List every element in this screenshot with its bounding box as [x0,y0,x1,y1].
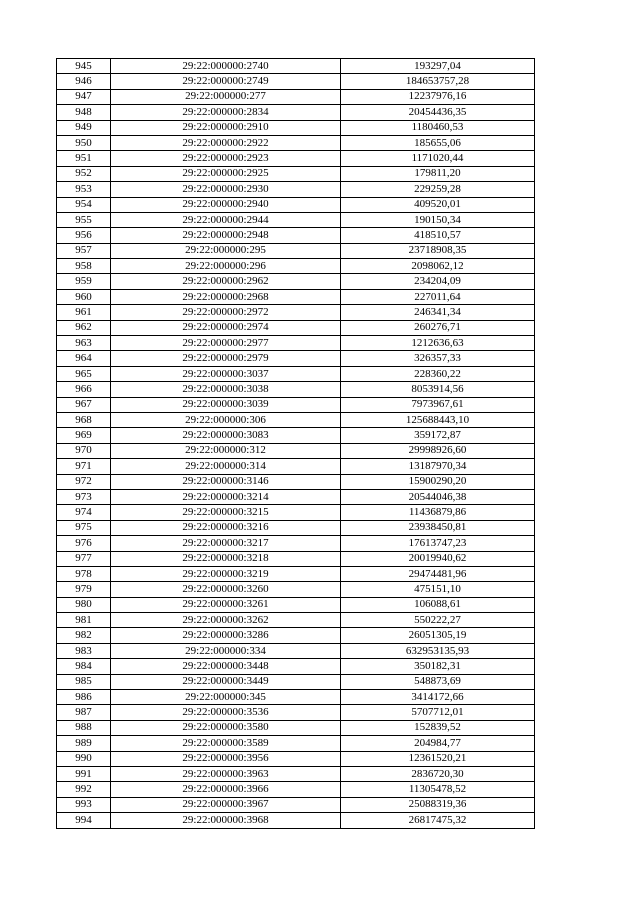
cadastral-number-cell: 29:22:000000:2910 [111,120,341,135]
value-cell: 5707712,01 [341,705,535,720]
value-cell: 204984,77 [341,736,535,751]
value-cell: 260276,71 [341,320,535,335]
table-row [57,751,535,766]
row-number-cell: 964 [57,351,111,366]
cadastral-number-cell: 29:22:000000:2974 [111,320,341,335]
value-cell: 1180460,53 [341,120,535,135]
table-row [57,443,535,458]
row-number-cell: 957 [57,243,111,258]
table-row [57,766,535,781]
value-cell: 548873,69 [341,674,535,689]
row-number-cell: 991 [57,766,111,781]
value-cell: 550222,27 [341,613,535,628]
table-row [57,782,535,797]
row-number-cell: 950 [57,135,111,150]
cadastral-number-cell: 29:22:000000:314 [111,459,341,474]
cadastral-number-cell: 29:22:000000:3218 [111,551,341,566]
table-row [57,690,535,705]
cadastral-number-cell: 29:22:000000:2922 [111,135,341,150]
table-row [57,135,535,150]
table-row [57,259,535,274]
value-cell: 29998926,60 [341,443,535,458]
table-row [57,813,535,828]
value-cell: 20019940,62 [341,551,535,566]
cadastral-number-cell: 29:22:000000:2948 [111,228,341,243]
value-cell: 152839,52 [341,720,535,735]
table-row [57,59,535,74]
table-row [57,551,535,566]
value-cell: 229259,28 [341,182,535,197]
value-cell: 25088319,36 [341,797,535,812]
cadastral-number-cell: 29:22:000000:3968 [111,813,341,828]
table-row [57,566,535,581]
table-row [57,212,535,227]
row-number-cell: 948 [57,105,111,120]
cadastral-number-cell: 29:22:000000:3449 [111,674,341,689]
cadastral-number-cell: 29:22:000000:295 [111,243,341,258]
row-number-cell: 955 [57,212,111,227]
value-cell: 418510,57 [341,228,535,243]
cadastral-number-cell: 29:22:000000:2925 [111,166,341,181]
cadastral-number-cell: 29:22:000000:2740 [111,59,341,74]
table-row [57,197,535,212]
value-cell: 246341,34 [341,305,535,320]
row-number-cell: 970 [57,443,111,458]
row-number-cell: 971 [57,459,111,474]
table-row [57,628,535,643]
value-cell: 17613747,23 [341,536,535,551]
value-cell: 12237976,16 [341,89,535,104]
cadastral-value-table [56,58,535,829]
cadastral-number-cell: 29:22:000000:2940 [111,197,341,212]
table-row [57,243,535,258]
value-cell: 29474481,96 [341,566,535,581]
value-cell: 184653757,28 [341,74,535,89]
value-cell: 2836720,30 [341,766,535,781]
value-cell: 1171020,44 [341,151,535,166]
cadastral-number-cell: 29:22:000000:3261 [111,597,341,612]
cadastral-number-cell: 29:22:000000:3260 [111,582,341,597]
value-cell: 228360,22 [341,366,535,381]
row-number-cell: 992 [57,782,111,797]
value-cell: 26051305,19 [341,628,535,643]
value-cell: 409520,01 [341,197,535,212]
table-row [57,720,535,735]
value-cell: 20544046,38 [341,489,535,504]
row-number-cell: 981 [57,613,111,628]
cadastral-number-cell: 29:22:000000:312 [111,443,341,458]
table-row [57,705,535,720]
row-number-cell: 945 [57,59,111,74]
cadastral-number-cell: 29:22:000000:3589 [111,736,341,751]
row-number-cell: 956 [57,228,111,243]
cadastral-number-cell: 29:22:000000:306 [111,412,341,427]
cadastral-number-cell: 29:22:000000:2923 [111,151,341,166]
value-cell: 11436879,86 [341,505,535,520]
row-number-cell: 968 [57,412,111,427]
row-number-cell: 965 [57,366,111,381]
table-row [57,89,535,104]
cadastral-number-cell: 29:22:000000:3146 [111,474,341,489]
row-number-cell: 990 [57,751,111,766]
cadastral-number-cell: 29:22:000000:3083 [111,428,341,443]
row-number-cell: 947 [57,89,111,104]
cadastral-number-cell: 29:22:000000:345 [111,690,341,705]
row-number-cell: 987 [57,705,111,720]
cadastral-number-cell: 29:22:000000:3214 [111,489,341,504]
table-row [57,120,535,135]
cadastral-number-cell: 29:22:000000:3262 [111,613,341,628]
value-cell: 23938450,81 [341,520,535,535]
cadastral-number-cell: 29:22:000000:2944 [111,212,341,227]
value-cell: 106088,61 [341,597,535,612]
value-cell: 632953135,93 [341,643,535,658]
table-row [57,412,535,427]
row-number-cell: 988 [57,720,111,735]
row-number-cell: 976 [57,536,111,551]
table-row [57,505,535,520]
value-cell: 234204,09 [341,274,535,289]
row-number-cell: 961 [57,305,111,320]
cadastral-number-cell: 29:22:000000:2962 [111,274,341,289]
row-number-cell: 969 [57,428,111,443]
cadastral-number-cell: 29:22:000000:3217 [111,536,341,551]
cadastral-number-cell: 29:22:000000:3038 [111,382,341,397]
value-cell: 8053914,56 [341,382,535,397]
value-cell: 326357,33 [341,351,535,366]
cadastral-number-cell: 29:22:000000:2930 [111,182,341,197]
value-cell: 3414172,66 [341,690,535,705]
row-number-cell: 986 [57,690,111,705]
cadastral-number-cell: 29:22:000000:3448 [111,659,341,674]
row-number-cell: 974 [57,505,111,520]
cadastral-number-cell: 29:22:000000:3216 [111,520,341,535]
row-number-cell: 978 [57,566,111,581]
table-row [57,397,535,412]
row-number-cell: 959 [57,274,111,289]
cadastral-number-cell: 29:22:000000:3956 [111,751,341,766]
value-cell: 125688443,10 [341,412,535,427]
table-row [57,74,535,89]
value-cell: 475151,10 [341,582,535,597]
table-row [57,382,535,397]
row-number-cell: 975 [57,520,111,535]
table-row [57,489,535,504]
row-number-cell: 963 [57,336,111,351]
table-row [57,659,535,674]
cadastral-number-cell: 29:22:000000:3286 [111,628,341,643]
cadastral-number-cell: 29:22:000000:334 [111,643,341,658]
table-row [57,305,535,320]
cadastral-number-cell: 29:22:000000:3039 [111,397,341,412]
table-row [57,151,535,166]
cadastral-number-cell: 29:22:000000:3215 [111,505,341,520]
row-number-cell: 980 [57,597,111,612]
table-row [57,320,535,335]
value-cell: 13187970,34 [341,459,535,474]
value-cell: 23718908,35 [341,243,535,258]
cadastral-number-cell: 29:22:000000:3536 [111,705,341,720]
table-row [57,597,535,612]
cadastral-number-cell: 29:22:000000:2972 [111,305,341,320]
cadastral-number-cell: 29:22:000000:3219 [111,566,341,581]
row-number-cell: 972 [57,474,111,489]
row-number-cell: 983 [57,643,111,658]
row-number-cell: 994 [57,813,111,828]
row-number-cell: 966 [57,382,111,397]
cadastral-number-cell: 29:22:000000:2979 [111,351,341,366]
cadastral-number-cell: 29:22:000000:277 [111,89,341,104]
cadastral-number-cell: 29:22:000000:2834 [111,105,341,120]
row-number-cell: 953 [57,182,111,197]
value-cell: 350182,31 [341,659,535,674]
value-cell: 179811,20 [341,166,535,181]
table-row [57,289,535,304]
table-row [57,274,535,289]
table-row [57,336,535,351]
row-number-cell: 973 [57,489,111,504]
value-cell: 2098062,12 [341,259,535,274]
table-row [57,459,535,474]
value-cell: 359172,87 [341,428,535,443]
table-row [57,166,535,181]
value-cell: 15900290,20 [341,474,535,489]
table-row [57,366,535,381]
table-row [57,351,535,366]
table-row [57,105,535,120]
value-cell: 193297,04 [341,59,535,74]
table-row [57,674,535,689]
row-number-cell: 952 [57,166,111,181]
value-cell: 190150,34 [341,212,535,227]
cadastral-number-cell: 29:22:000000:3966 [111,782,341,797]
value-cell: 12361520,21 [341,751,535,766]
row-number-cell: 977 [57,551,111,566]
cadastral-number-cell: 29:22:000000:3037 [111,366,341,381]
cadastral-number-cell: 29:22:000000:2977 [111,336,341,351]
row-number-cell: 958 [57,259,111,274]
value-cell: 227011,64 [341,289,535,304]
value-cell: 11305478,52 [341,782,535,797]
cadastral-number-cell: 29:22:000000:2749 [111,74,341,89]
row-number-cell: 949 [57,120,111,135]
row-number-cell: 985 [57,674,111,689]
row-number-cell: 982 [57,628,111,643]
table-body [57,59,535,829]
row-number-cell: 993 [57,797,111,812]
table-row [57,797,535,812]
table-row [57,613,535,628]
table-row [57,182,535,197]
row-number-cell: 951 [57,151,111,166]
table-row [57,428,535,443]
table-row [57,474,535,489]
cadastral-number-cell: 29:22:000000:2968 [111,289,341,304]
value-cell: 1212636,63 [341,336,535,351]
row-number-cell: 962 [57,320,111,335]
value-cell: 185655,06 [341,135,535,150]
value-cell: 26817475,32 [341,813,535,828]
cadastral-number-cell: 29:22:000000:3580 [111,720,341,735]
cadastral-number-cell: 29:22:000000:3967 [111,797,341,812]
value-cell: 7973967,61 [341,397,535,412]
table-row [57,520,535,535]
row-number-cell: 960 [57,289,111,304]
row-number-cell: 989 [57,736,111,751]
table-row [57,536,535,551]
cadastral-number-cell: 29:22:000000:296 [111,259,341,274]
row-number-cell: 984 [57,659,111,674]
cadastral-number-cell: 29:22:000000:3963 [111,766,341,781]
row-number-cell: 946 [57,74,111,89]
value-cell: 20454436,35 [341,105,535,120]
table-row [57,228,535,243]
table-row [57,736,535,751]
row-number-cell: 979 [57,582,111,597]
table-row [57,582,535,597]
row-number-cell: 967 [57,397,111,412]
row-number-cell: 954 [57,197,111,212]
table-row [57,643,535,658]
